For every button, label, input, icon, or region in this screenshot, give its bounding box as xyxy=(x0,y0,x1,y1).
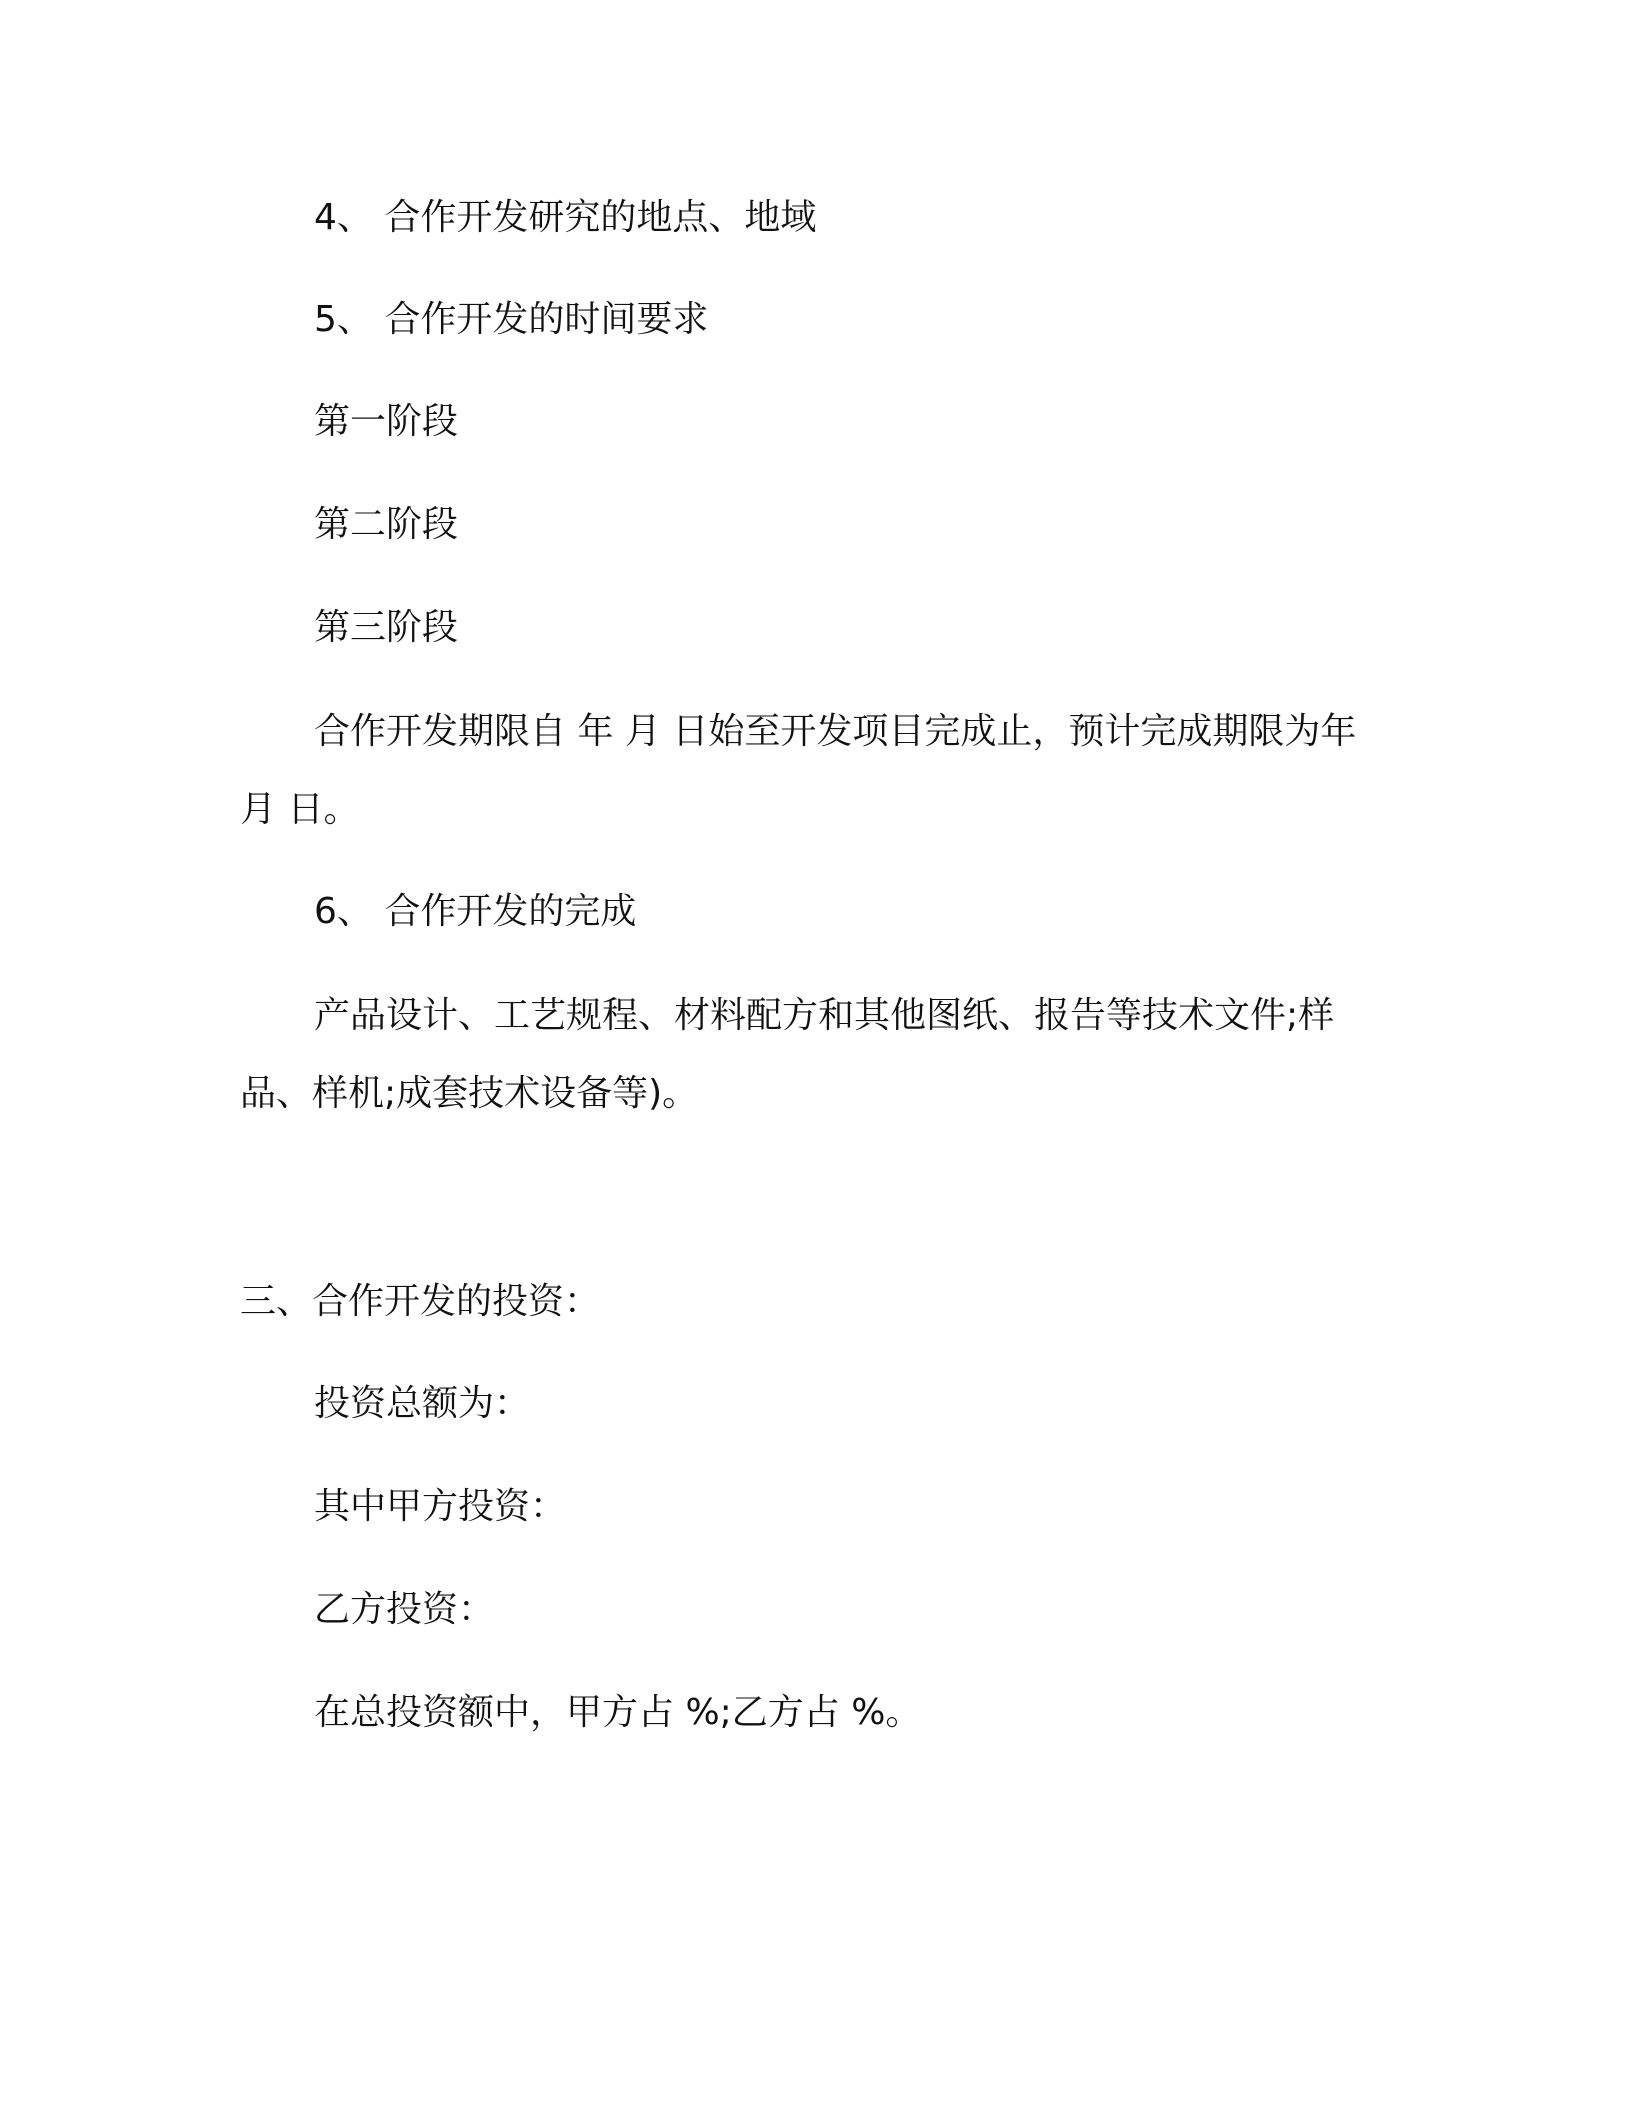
stage-2: 第二阶段 xyxy=(314,504,459,545)
section-3-heading: 三、合作开发的投资： xyxy=(240,1281,601,1322)
development-period-paragraph: 合作开发期限自 年 月 日始至开发项目完成止，预计完成期限为年 月 日。 xyxy=(240,711,1357,830)
total-investment: 投资总额为： xyxy=(314,1383,531,1424)
clause-4-location: 4、 合作开发研究的地点、地域 xyxy=(314,197,817,238)
deliverables-paragraph: 产品设计、工艺规程、材料配方和其他图纸、报告等技术文件;样品、样机;成套技术设备等)。 xyxy=(240,995,1335,1114)
party-a-investment: 其中甲方投资： xyxy=(314,1486,567,1527)
stage-3: 第三阶段 xyxy=(314,607,459,648)
clause-6-completion: 6、 合作开发的完成 xyxy=(314,891,637,932)
clause-5-time-requirement: 5、 合作开发的时间要求 xyxy=(314,299,709,340)
stage-1: 第一阶段 xyxy=(314,401,459,442)
party-b-investment: 乙方投资： xyxy=(314,1589,495,1630)
investment-ratio: 在总投资额中，甲方占 %;乙方占 %。 xyxy=(314,1692,922,1733)
